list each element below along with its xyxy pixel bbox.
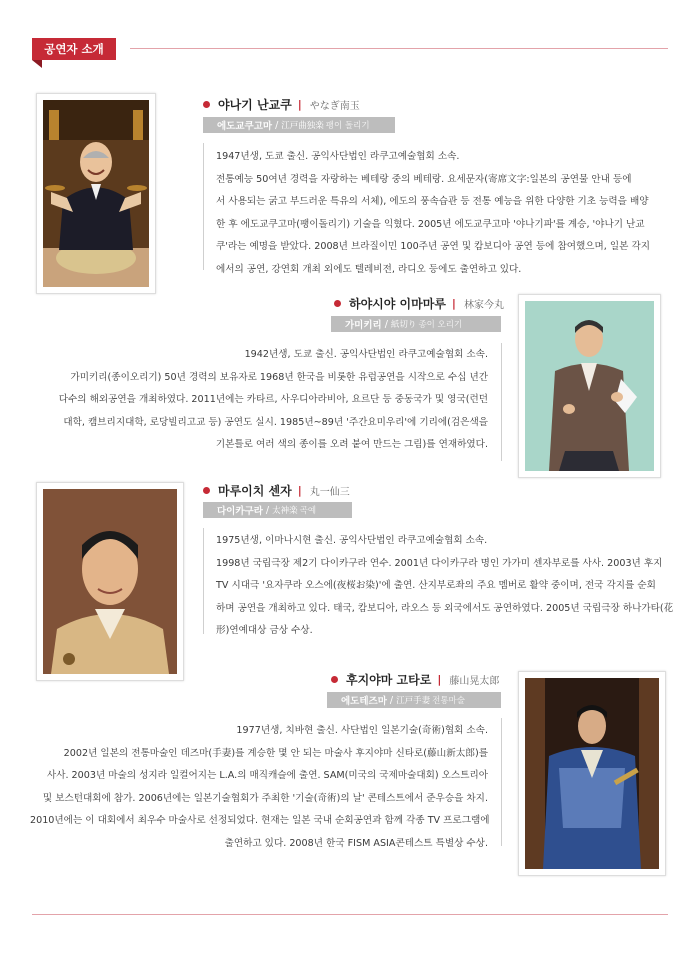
performer-japanese-name: 丸一仙三 xyxy=(309,487,350,498)
performer-4-bio xyxy=(30,720,488,856)
bio-line: 대학, 캠브리지대학, 로당빌리고교 등) 공연도 실시. 1985년~89년 '주간요미우리'에 기리에(검은색을 xyxy=(63,416,488,428)
genre-hanja: 江戸手妻 xyxy=(396,696,431,706)
separator-bar: | xyxy=(297,484,302,497)
bio-line: 한 후 에도교쿠고마(팽이돌리기) 기술을 익혔다. 2005년 에도교쿠고마 '야나기파'를 계승, '야나기 난교 xyxy=(216,218,645,230)
section-title: 공연자 소개 xyxy=(44,42,104,56)
bio-line: 가미키리(종이오리기) 50년 경력의 보유자로 1968년 한국을 비롯한 유럽공연을 시작으로 수십 년간 xyxy=(70,371,488,383)
bullet-icon xyxy=(203,101,210,108)
section-title-tab xyxy=(32,38,116,60)
performer-4-photo xyxy=(518,671,666,876)
performer-japanese-name: 藤山晃太郎 xyxy=(449,676,500,687)
genre-hanja: 江戸曲独楽 xyxy=(281,121,324,131)
performer-2-genre-bar: 가미키리 / 紙切り 종이 오리기 xyxy=(331,316,501,332)
performer-3-genre-bar: 다이카구라 / 太神楽 곡예 xyxy=(203,502,352,518)
performer-2-photo xyxy=(518,294,661,478)
separator-bar: | xyxy=(437,673,442,686)
performer-1-bio xyxy=(216,146,650,282)
performer-name: 마루이치 센자 xyxy=(218,484,292,498)
performer-1-photo xyxy=(36,93,156,294)
bio-line: 形)연예대상 금상 수상. xyxy=(216,625,313,637)
bio-line: 쿠'라는 예명을 받았다. 2008년 브라질이민 100주년 공연 및 캄보디아 공연 등에 참여했으며, 일본 각지 xyxy=(216,241,651,253)
separator-bar: | xyxy=(297,98,302,111)
bio-line: 하며 공연을 개최하고 있다. 태국, 캄보디아, 라오스 등 외국에서도 공연하였다. 2005년 국립극장 하나가타(花 xyxy=(216,602,674,614)
performer-name: 후지야마 고타로 xyxy=(346,673,432,687)
performer-name: 하야시야 이마마루 xyxy=(349,297,446,311)
performer-3-photo xyxy=(36,482,184,681)
genre-name: 에도교쿠고마 xyxy=(217,121,273,132)
genre-hanja: 太神楽 xyxy=(272,506,298,516)
performer-name: 야나기 난교쿠 xyxy=(218,98,292,112)
bio-line: 전통예능 50여년 경력을 자랑하는 베테랑 중의 베테랑. 요세문자(寄席文字:일본의 공연물 안내 등에 xyxy=(216,173,632,185)
performer-3-name-row xyxy=(203,482,350,499)
bullet-icon xyxy=(203,487,210,494)
bio-line: 2010년에는 이 대회에서 최우수 마술사로 선정되었다. 현재는 일본 국내 순회공연과 함께 각종 TV 프로그램에 xyxy=(30,815,490,827)
performer-japanese-name: やなぎ南玉 xyxy=(309,101,360,112)
bio-line: TV 시대극 '요자쿠라 오스에(夜桜お染)'에 출연. 산지부로좌의 주요 멤버로 활약 중이며, 전국 각지를 순회 xyxy=(216,580,656,592)
genre-name: 다이카구라 xyxy=(217,506,263,517)
genre-hanja: 紙切り xyxy=(390,320,417,330)
header-divider xyxy=(130,48,668,49)
performer-1-portrait xyxy=(43,100,149,287)
bio-rule xyxy=(501,718,502,846)
bullet-icon xyxy=(334,300,341,307)
footer-divider xyxy=(32,914,668,915)
bio-line: 1977년생, 치바현 출신. 사단법인 일본기술(奇術)협회 소속. xyxy=(236,725,488,736)
separator-bar: | xyxy=(451,297,456,310)
section-title-fold xyxy=(32,60,42,68)
bio-rule xyxy=(203,143,204,270)
genre-description: 종이 오리기 xyxy=(418,320,463,330)
genre-name: 에도테즈마 xyxy=(341,696,387,707)
bio-line: 기본틀로 여러 색의 종이를 오려 붙여 만드는 그림)를 연재하였다. xyxy=(215,439,488,451)
bio-rule xyxy=(203,528,204,634)
bio-line: 1947년생, 도쿄 출신. 공익사단법인 라쿠고예술협회 소속. xyxy=(216,151,460,162)
performer-1-name-row xyxy=(203,96,360,113)
bio-line: 출연하고 있다. 2008년 한국 FISM ASIA콘테스트 특별상 수상. xyxy=(224,837,488,849)
genre-description: 팽이 돌리기 xyxy=(325,121,370,131)
performer-3-bio xyxy=(216,530,673,643)
genre-description: 전통마술 xyxy=(432,696,465,706)
performer-4-name-row xyxy=(331,671,499,688)
bio-line: 1975년생, 이마나시현 출신. 공익사단법인 라쿠고예술협회 소속. xyxy=(216,535,488,546)
bio-line: 1942년생, 도쿄 출신. 공익사단법인 라쿠고예술협회 소속. xyxy=(244,349,488,360)
performer-4-genre-bar: 에도테즈마 / 江戸手妻 전통마술 xyxy=(327,692,501,708)
performer-2-name-row xyxy=(334,295,504,312)
bio-line: 에서의 공연, 강연회 개최 외에도 텔레비전, 라디오 등에도 출연하고 있다. xyxy=(216,263,522,275)
genre-description: 곡예 xyxy=(299,506,317,516)
performer-4-portrait xyxy=(525,678,659,869)
bullet-icon xyxy=(331,676,338,683)
bio-line: 다수의 해외공연을 개최하였다. 2011년에는 카타르, 사우디아라비아, 요르단 등 중동국가 및 영국(런던 xyxy=(58,394,488,406)
bio-rule xyxy=(501,343,502,461)
bio-line: 2002년 일본의 전통마술인 데즈마(手妻)를 계승한 몇 안 되는 마술사 후지야마 신타로(藤山新太郎)를 xyxy=(63,747,488,759)
performer-2-bio xyxy=(30,344,488,457)
performer-japanese-name: 林家今丸 xyxy=(463,300,504,311)
genre-name: 가미키리 xyxy=(345,320,382,331)
performer-2-portrait xyxy=(525,301,654,471)
bio-line: 1998년 국립극장 제2기 다이카구라 연수. 2001년 다이카구라 명인 가가미 센자부로를 사사. 2003년 후지 xyxy=(216,557,663,569)
bio-line: 및 보스턴대회에 참가. 2006년에는 일본기술협회가 주최한 '기술(奇術)의 날' 콘테스트에서 준우승을 차지. xyxy=(42,792,488,804)
bio-line: 서 사용되는 굵고 부드러운 특유의 서체), 에도의 풍속습관 등 전통 예능을 위한 다양한 기초 능력을 배양 xyxy=(216,196,649,208)
performer-1-genre-bar: 에도교쿠고마 / 江戸曲独楽 팽이 돌리기 xyxy=(203,117,395,133)
performer-3-portrait xyxy=(43,489,177,674)
bio-line: 사사. 2003년 마술의 성지라 일컬어지는 L.A.의 매직캐슬에 출연. SAM(미국의 국제마술대회) 오스트리아 xyxy=(46,770,488,782)
